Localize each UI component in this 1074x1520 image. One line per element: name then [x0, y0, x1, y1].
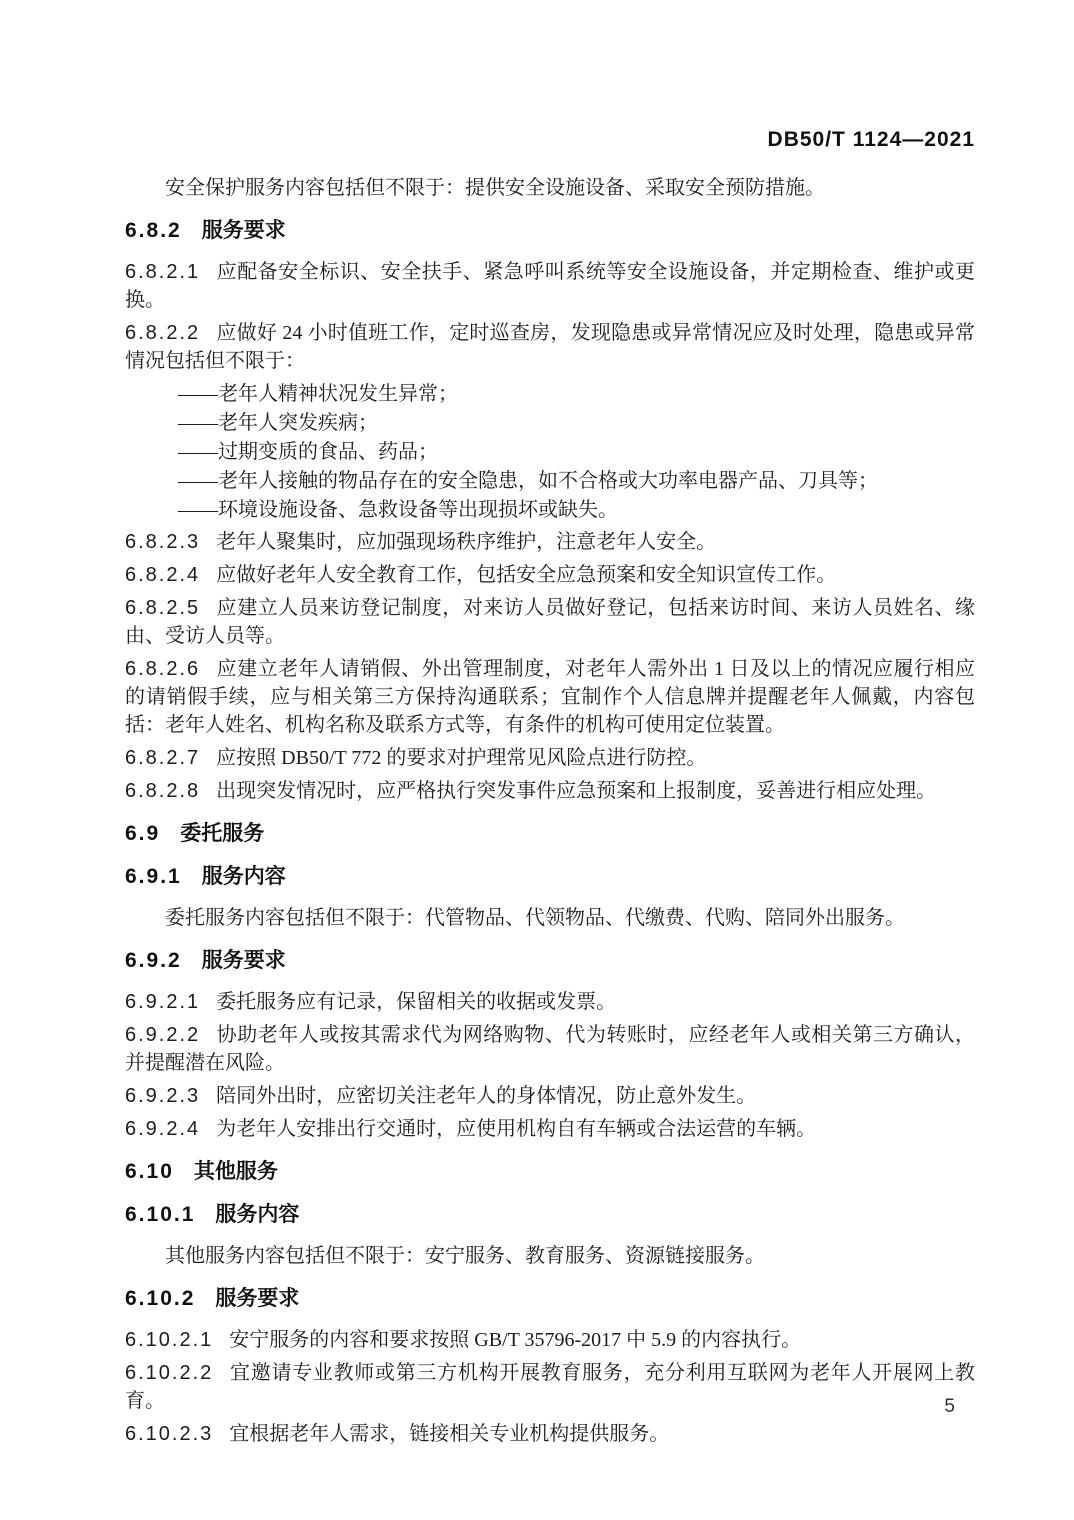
clause-6-8-2-2 [125, 319, 975, 375]
clause-number: 6.8.2.5 [125, 597, 201, 619]
clause-6-8-2-4 [125, 561, 975, 589]
clause-6-8-2-5 [125, 594, 975, 650]
clause-text: 委托服务应有记录，保留相关的收据或发票。 [216, 991, 617, 1013]
dash-item-2: ——老年人突发疾病； [178, 412, 378, 434]
heading-number: 6.9 [125, 822, 161, 845]
clause-6-9-2-4 [125, 1115, 975, 1143]
clause-number: 6.8.2.3 [125, 531, 201, 553]
clause-text: 为老年人安排出行交通时，应使用机构自有车辆或合法运营的车辆。 [216, 1118, 817, 1140]
paragraph-6-10-1: 其他服务内容包括但不限于：安宁服务、教育服务、资源链接服务。 [165, 1245, 765, 1267]
clause-text: 应配备安全标识、安全扶手、紧急呼叫系统等安全设施设备，并定期检查、维护或更换。 [125, 261, 975, 311]
clause-number: 6.8.2.8 [125, 780, 201, 802]
clause-number: 6.8.2.2 [125, 322, 201, 344]
dash-item-1: ——老年人精神状况发生异常； [178, 383, 458, 405]
clause-number: 6.8.2.4 [125, 564, 201, 586]
clause-text: 应做好老年人安全教育工作，包括安全应急预案和安全知识宣传工作。 [216, 564, 837, 586]
clause-6-9-2-2 [125, 1021, 975, 1077]
heading-6-9 [125, 820, 975, 848]
heading-title: 服务要求 [201, 949, 286, 972]
heading-title: 委托服务 [180, 822, 265, 845]
clause-text: 应按照 DB50/T 772 的要求对护理常见风险点进行防控。 [216, 747, 707, 769]
dash-item-4: ——老年人接触的物品存在的安全隐患，如不合格或大功率电器产品、刀具等； [178, 470, 878, 492]
clause-6-10-2-3 [125, 1420, 975, 1448]
heading-6-10 [125, 1158, 975, 1186]
heading-6-10-2 [125, 1285, 975, 1313]
heading-title: 其他服务 [193, 1160, 278, 1183]
clause-6-8-2-1 [125, 258, 975, 314]
clause-6-10-2-1 [125, 1326, 975, 1354]
paragraph-6-9-1: 委托服务内容包括但不限于：代管物品、代领物品、代缴费、代购、陪同外出服务。 [165, 907, 905, 929]
dash-item-3: ——过期变质的食品、药品； [178, 441, 438, 463]
clause-number: 6.9.2.4 [125, 1118, 201, 1140]
running-header-doc-code: DB50/T 1124—2021 [767, 128, 975, 151]
heading-number: 6.8.2 [125, 219, 182, 242]
heading-number: 6.9.2 [125, 949, 182, 972]
clause-number: 6.8.2.7 [125, 747, 201, 769]
clause-6-8-2-8 [125, 777, 975, 805]
page-content [125, 170, 975, 1453]
heading-title: 服务要求 [215, 1287, 300, 1310]
clause-number: 6.8.2.1 [125, 261, 201, 283]
clause-text: 老年人聚集时，应加强现场秩序维护，注意老年人安全。 [216, 531, 717, 553]
heading-title: 服务要求 [201, 219, 286, 242]
clause-number: 6.10.2.2 [125, 1362, 214, 1384]
page-number: 5 [944, 1396, 955, 1417]
heading-number: 6.10 [125, 1160, 174, 1183]
clause-text: 应做好 24 小时值班工作，定时巡查房，发现隐患或异常情况应及时处理，隐患或异常情况包括但不限于： [125, 322, 975, 372]
clause-text: 应建立老年人请销假、外出管理制度，对老年人需外出 1 日及以上的情况应履行相应的请销假手续，应与相关第三方保持沟通联系；宜制作个人信息牌并提醒老年人佩戴，内容包括：老年人姓名、机构名称及联系方式等，有条件的机构可使用定位装置。 [125, 658, 975, 736]
heading-number: 6.10.1 [125, 1203, 196, 1226]
heading-title: 服务内容 [201, 865, 286, 888]
dash-item-5: ——环境设施设备、急救设备等出现损坏或缺失。 [178, 499, 618, 521]
clause-text: 安宁服务的内容和要求按照 GB/T 35796-2017 中 5.9 的内容执行。 [229, 1329, 802, 1351]
clause-text: 应建立人员来访登记制度，对来访人员做好登记，包括来访时间、来访人员姓名、缘由、受访人员等。 [125, 597, 975, 647]
clause-6-8-2-7 [125, 744, 975, 772]
heading-title: 服务内容 [215, 1203, 300, 1226]
clause-number: 6.8.2.6 [125, 658, 201, 680]
heading-number: 6.9.1 [125, 865, 182, 888]
clause-text: 出现突发情况时，应严格执行突发事件应急预案和上报制度，妥善进行相应处理。 [216, 780, 937, 802]
clause-text: 协助老年人或按其需求代为网络购物、代为转账时，应经老年人或相关第三方确认，并提醒潜在风险。 [125, 1024, 975, 1074]
heading-6-9-2 [125, 947, 975, 975]
heading-number: 6.10.2 [125, 1287, 196, 1310]
heading-6-8-2 [125, 217, 975, 245]
clause-number: 6.9.2.2 [125, 1024, 201, 1046]
clause-text: 宜邀请专业教师或第三方机构开展教育服务，充分利用互联网为老年人开展网上教育。 [125, 1362, 975, 1412]
heading-6-9-1 [125, 863, 975, 891]
clause-number: 6.9.2.3 [125, 1085, 201, 1107]
clause-6-8-2-3 [125, 528, 975, 556]
clause-text: 陪同外出时，应密切关注老年人的身体情况，防止意外发生。 [216, 1085, 757, 1107]
clause-number: 6.10.2.3 [125, 1423, 214, 1445]
clause-text: 宜根据老年人需求，链接相关专业机构提供服务。 [229, 1423, 670, 1445]
clause-6-9-2-1 [125, 988, 975, 1016]
clause-6-8-2-6 [125, 655, 975, 739]
clause-6-9-2-3 [125, 1082, 975, 1110]
intro-paragraph: 安全保护服务内容包括但不限于：提供安全设施设备、采取安全预防措施。 [165, 177, 825, 199]
heading-6-10-1 [125, 1201, 975, 1229]
clause-number: 6.10.2.1 [125, 1329, 214, 1351]
clause-number: 6.9.2.1 [125, 991, 201, 1013]
